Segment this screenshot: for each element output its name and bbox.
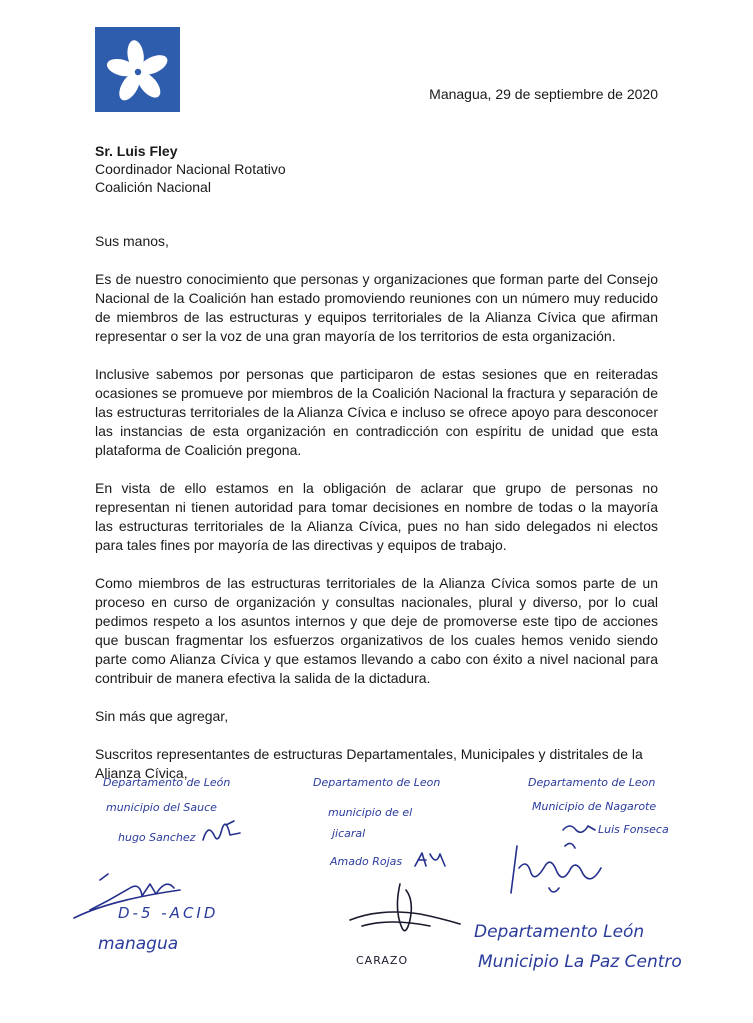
sig6-line2: Municipio La Paz Centro (478, 952, 682, 972)
letter-body (95, 232, 658, 802)
paragraph-2: Inclusive sabemos por personas que participaron de estas sesiones que en reiteradas ocasiones se promueve por miembros de la Coalición Nacional la fractura y separación de las estructuras territoriales de la Alianza Cívica e incluso se ofrece apoyo para desconocer las instancias de esta organización en contradicción con espíritu de unidad que esta plataforma de Coalición pregona. (95, 366, 658, 458)
sig4-line2: managua (98, 934, 179, 954)
subscribers-line: Suscritos representantes de estructuras Departamentales, Municipales y distritales de la Alianza Cívica, (95, 746, 643, 781)
flower-icon (95, 27, 180, 112)
recipient-name: Sr. Luis Fley (95, 143, 178, 159)
sig6-line1: Departamento León (474, 922, 645, 942)
paragraph-3: En vista de ello estamos en la obligación de aclarar que grupo de personas no representan ni tienen autoridad para tomar decisiones en nombre de todas o la mayoría las estructuras territoriales de la Alianza Cívica, pues no han sido delegados ni electos para tales fines por mayoría de las directivas y equipos de trabajo. (95, 480, 658, 553)
closing: Sin más que agregar, (95, 708, 229, 724)
sig1-line2: municipio del Sauce (106, 801, 217, 814)
sig2-scribble (412, 848, 448, 872)
sig5-scribble (340, 880, 470, 940)
sig2-line1: Departamento de Leon (313, 776, 441, 789)
sig1-line3: hugo Sanchez (118, 831, 196, 844)
paragraph-4: Como miembros de las estructuras territoriales de la Alianza Cívica somos parte de un proceso en curso de organización y consultas nacionales, plural y diverso, por lo cual pedimos respeto a los asuntos internos y que deje de promoverse este tipo de acciones que buscan fragmentar los esfuerzos organizativos de los cuales hemos venido siendo parte como Alianza Cívica y que estamos llevando a cabo con éxito a nivel nacional para contribuir de manera efectiva la salida de la dictadura. (95, 575, 658, 686)
sig2-line4: Amado Rojas (330, 855, 403, 868)
sig-large-scribble (505, 838, 615, 900)
sig1-scribble (200, 815, 245, 850)
alliance-logo (95, 27, 180, 112)
paragraph-1: Es de nuestro conocimiento que personas y organizaciones que forman parte del Consejo Nacional de la Coalición han estado promoviendo reuniones con un número muy reducido de miembros de las estructuras y equipos territoriales de la Alianza Cívica que afirman representar o ser la voz de una gran mayoría de los territorios de esta organización. (95, 271, 658, 344)
sig3-line1: Departamento de Leon (528, 776, 656, 789)
salutation: Sus manos, (95, 233, 169, 249)
sig2-line3: jicaral (332, 827, 366, 840)
letter-date: Managua, 29 de septiembre de 2020 (429, 86, 658, 102)
sig2-line2: municipio de el (328, 806, 413, 819)
recipient-block (95, 142, 286, 196)
sig3-line3: Luis Fonseca (598, 823, 669, 836)
sig3-scribble (560, 820, 598, 838)
recipient-org: Coalición Nacional (95, 179, 211, 195)
sig4-line1: D-5 -ACID (118, 904, 219, 922)
sig3-line2: Municipio de Nagarote (532, 800, 657, 813)
sig5-line1: CARAZO (356, 954, 409, 967)
sig1-line1: Departamento de León (103, 776, 231, 789)
recipient-title: Coordinador Nacional Rotativo (95, 161, 286, 177)
